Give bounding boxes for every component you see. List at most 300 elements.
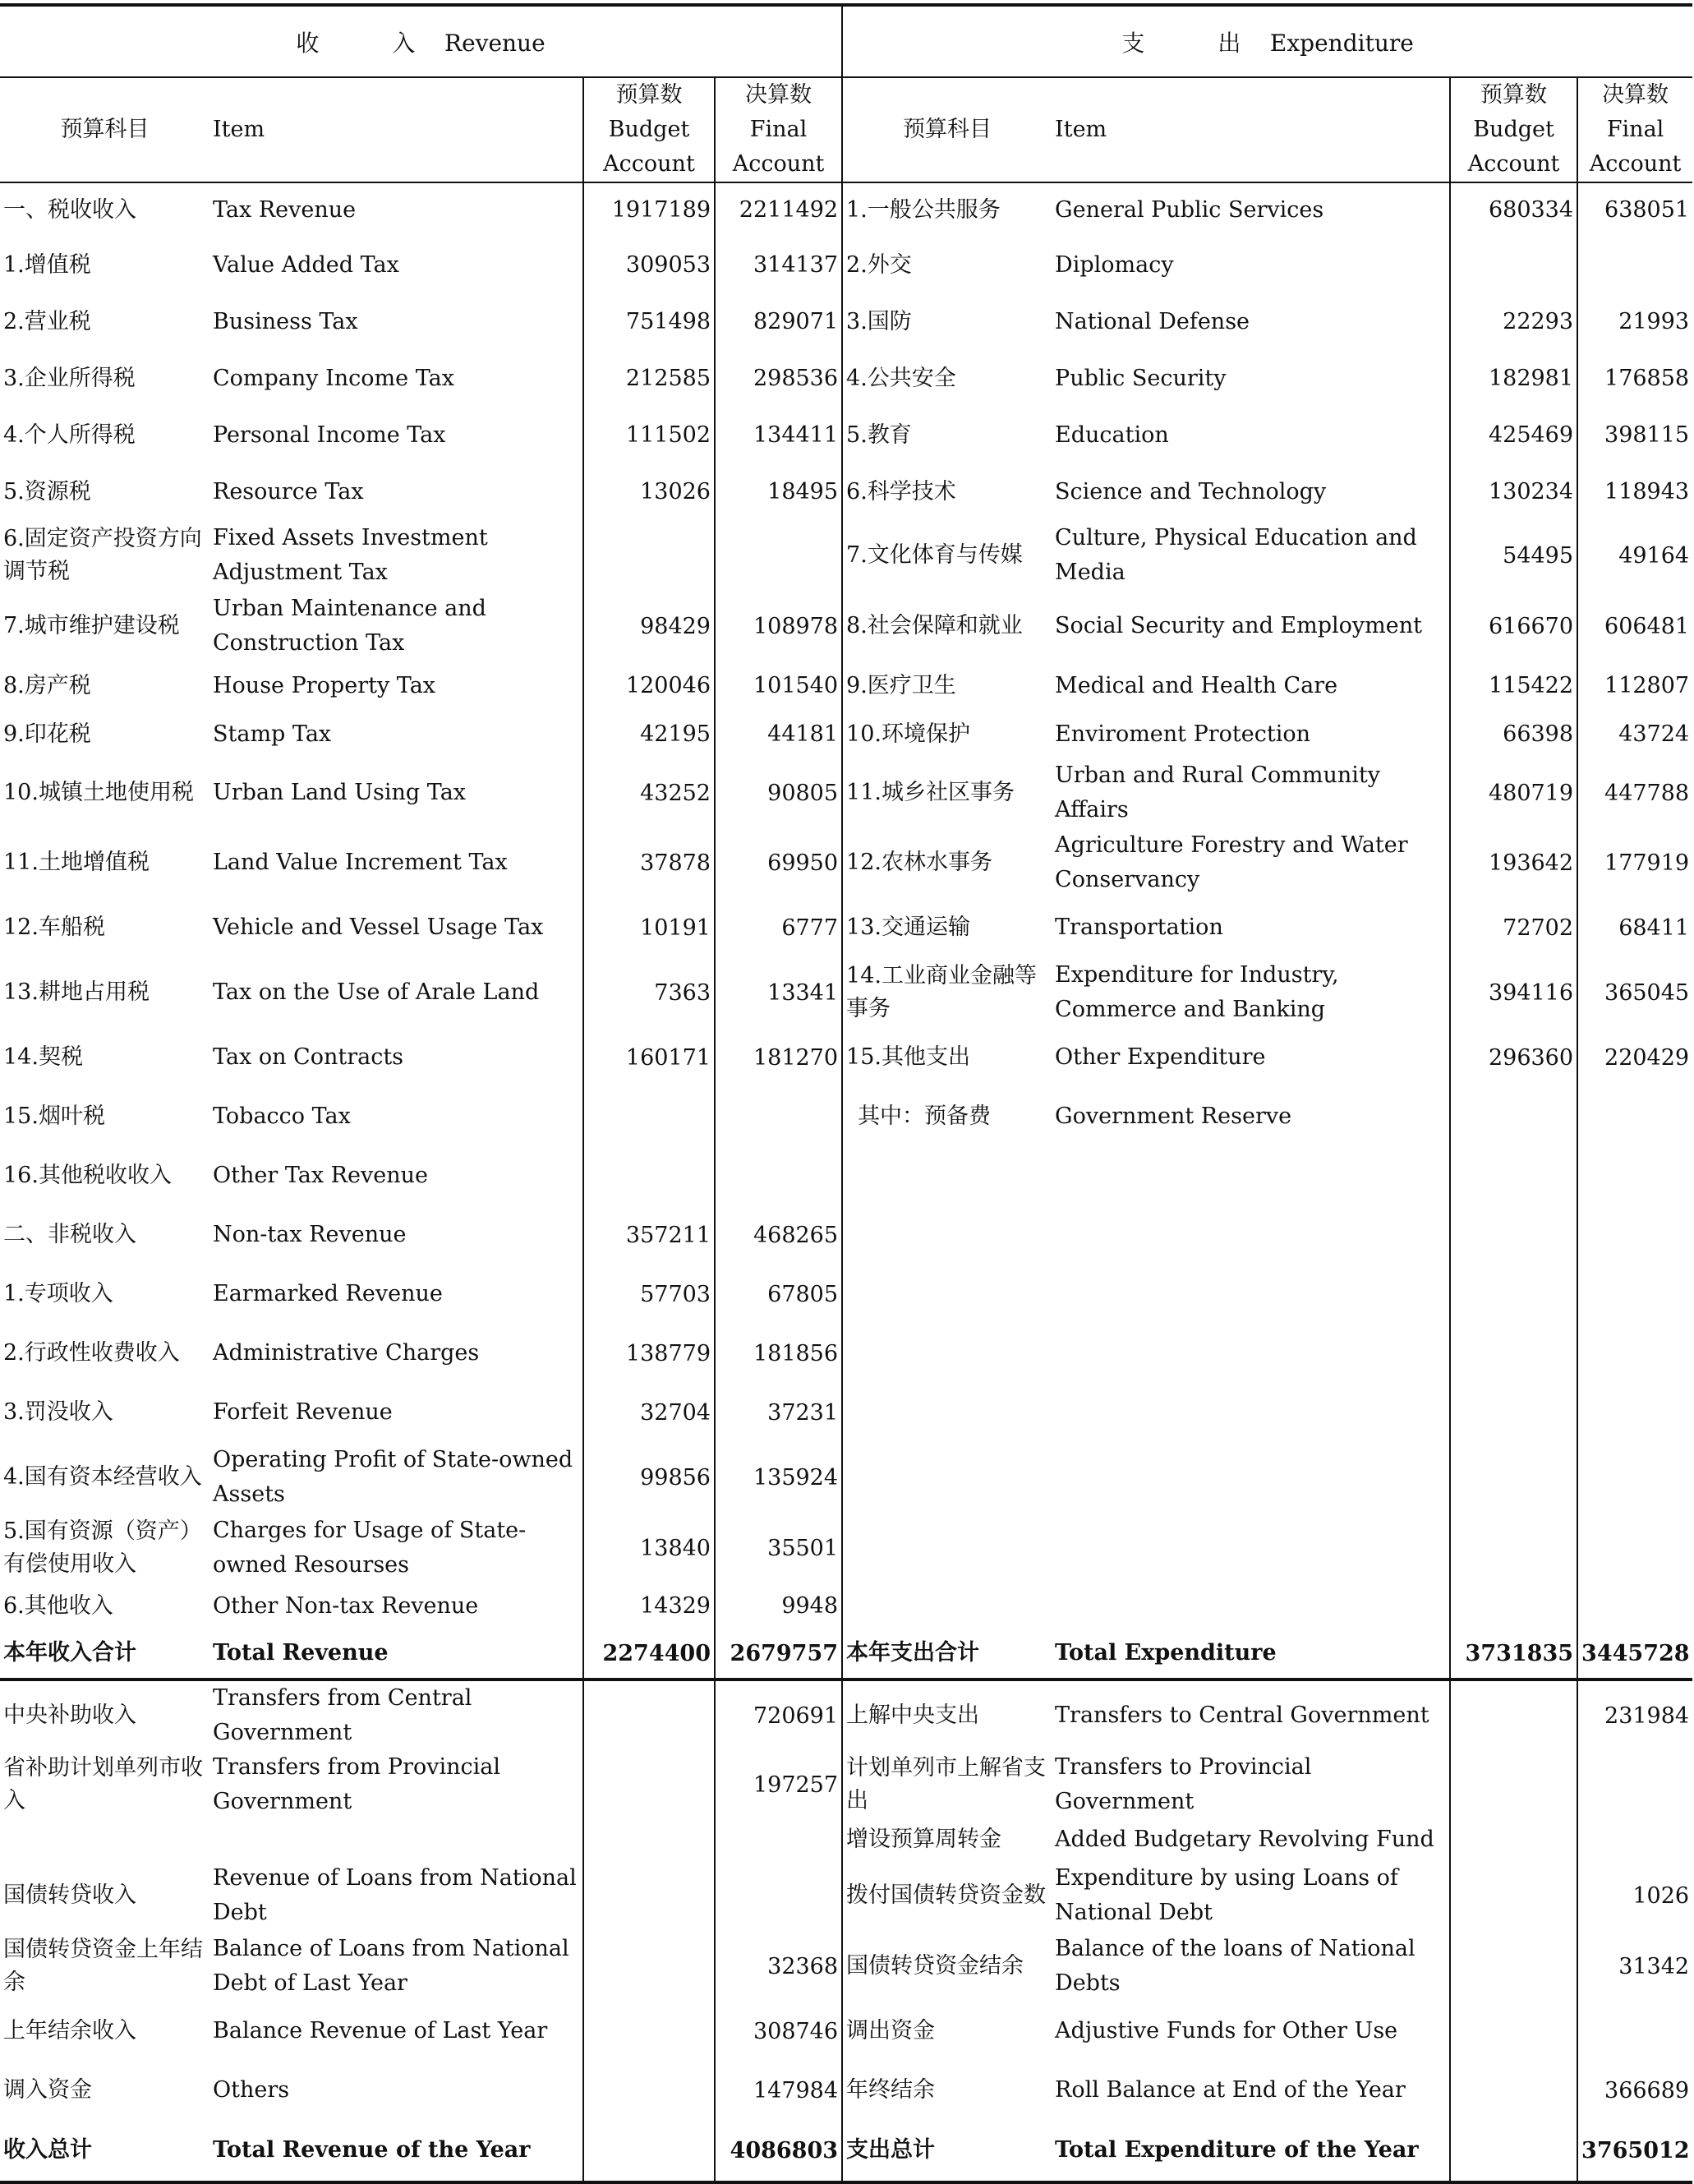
expenditure-item-cell: Roll Balance at End of the Year xyxy=(1055,2077,1406,2103)
revenue-final-cell: 298536 xyxy=(715,350,842,407)
revenue-subject-cell: 本年收入合计 xyxy=(0,1629,209,1679)
revenue-item-cell: Transfers from Provincial Government xyxy=(213,1754,501,1814)
expenditure-subject-cell: 本年支出合计 xyxy=(842,1629,1052,1679)
revenue-final-cell xyxy=(715,1860,842,1931)
expenditure-final-cell: 31342 xyxy=(1577,1931,1692,2002)
revenue-budget-cell: 751498 xyxy=(583,293,715,350)
expenditure-final-cell xyxy=(1577,1513,1692,1583)
expenditure-subject-cell: 计划单列市上解省支出 xyxy=(842,1750,1052,1819)
table-row xyxy=(0,237,1692,293)
revenue-final-cell: 108978 xyxy=(715,591,842,661)
expenditure-final-cell: 21993 xyxy=(1577,293,1692,350)
expenditure-budget-cell xyxy=(1450,1205,1577,1265)
revenue-final-cell: 101540 xyxy=(715,661,842,710)
expenditure-subject-cell xyxy=(842,1583,1052,1629)
expenditure-final-header: 决算数 Final Account xyxy=(1577,77,1692,182)
expenditure-item-cell xyxy=(1052,1513,1450,1583)
expenditure-item-cell: Government Reserve xyxy=(1055,1104,1292,1129)
revenue-subject-cell: 7.城市维护建设税 xyxy=(3,613,180,638)
revenue-final-cell: 314137 xyxy=(715,237,842,293)
expenditure-item-cell xyxy=(1052,1383,1450,1442)
revenue-subject-cell: 6.其他收入 xyxy=(3,1592,113,1619)
table-row xyxy=(0,350,1692,407)
expenditure-item-cell: Total Expenditure of the Year xyxy=(1052,2120,1450,2182)
expenditure-final-cell: 398115 xyxy=(1577,407,1692,463)
revenue-budget-cell: 14329 xyxy=(583,1583,715,1629)
table-row xyxy=(0,1087,1692,1146)
revenue-subject-cell: 5.国有资源（资产）有偿使用收入 xyxy=(3,1518,202,1577)
revenue-budget-cell: 42195 xyxy=(583,710,715,758)
expenditure-subject-cell: 4.公共安全 xyxy=(842,350,1052,407)
expenditure-budget-cell: 296360 xyxy=(1450,1028,1577,1087)
expenditure-subject-cell: 5.教育 xyxy=(842,407,1052,463)
revenue-final-cell: 2211492 xyxy=(715,182,842,237)
expenditure-subject-cell xyxy=(842,1265,1052,1324)
expenditure-budget-cell: 22293 xyxy=(1450,293,1577,350)
expenditure-budget-cell: 115422 xyxy=(1450,661,1577,710)
table-row xyxy=(0,1819,1692,1860)
expenditure-budget-cell xyxy=(1450,1146,1577,1205)
expenditure-budget-cell: 193642 xyxy=(1450,827,1577,898)
revenue-subject-cell: 1.增值税 xyxy=(3,251,91,278)
expenditure-subject-cell: 9.医疗卫生 xyxy=(842,661,1052,710)
expenditure-budget-cell xyxy=(1450,1087,1577,1146)
expenditure-item-cell xyxy=(1052,1583,1450,1629)
expenditure-final-cell xyxy=(1577,1750,1692,1819)
revenue-final-cell: 67805 xyxy=(715,1265,842,1324)
revenue-budget-cell xyxy=(583,1931,715,2002)
revenue-subject-cell: 4.个人所得税 xyxy=(3,422,136,448)
revenue-item-cell: Revenue of Loans from National Debt xyxy=(213,1865,577,1925)
revenue-item-cell: Resource Tax xyxy=(213,478,364,505)
table-row xyxy=(0,957,1692,1028)
revenue-final-cell: 32368 xyxy=(715,1931,842,2002)
expenditure-budget-cell: 394116 xyxy=(1450,957,1577,1028)
expenditure-item-cell: Science and Technology xyxy=(1055,478,1327,505)
revenue-budget-cell xyxy=(583,2120,715,2182)
expenditure-item-cell xyxy=(1052,1324,1450,1383)
revenue-item-cell: Personal Income Tax xyxy=(213,422,446,448)
expenditure-subject-cell: 12.农林水事务 xyxy=(842,827,1052,898)
expenditure-final-cell: 118943 xyxy=(1577,463,1692,520)
revenue-final-header: 决算数 Final Account xyxy=(715,77,842,182)
revenue-item-cell: Urban Land Using Tax xyxy=(213,780,467,805)
expenditure-subject-cell: 7.文化体育与传媒 xyxy=(842,520,1052,591)
revenue-subject-cell: 国债转贷资金上年结余 xyxy=(3,1937,203,1995)
table-row xyxy=(0,758,1692,827)
revenue-final-cell: 9948 xyxy=(715,1583,842,1629)
revenue-item-cell: Vehicle and Vessel Usage Tax xyxy=(213,915,544,940)
table-row xyxy=(0,1583,1692,1629)
revenue-subject-cell: 14.契税 xyxy=(3,1044,83,1070)
revenue-final-cell: 135924 xyxy=(715,1442,842,1513)
expenditure-item-cell: Diplomacy xyxy=(1055,251,1174,278)
table-row xyxy=(0,293,1692,350)
expenditure-budget-cell xyxy=(1450,1931,1577,2002)
revenue-final-cell: 90805 xyxy=(715,758,842,827)
expenditure-final-cell xyxy=(1577,1265,1692,1324)
revenue-subject-header: 预算科目 xyxy=(0,77,209,182)
table-row xyxy=(0,1265,1692,1324)
expenditure-item-cell: Public Security xyxy=(1055,365,1227,391)
revenue-subject-cell: 13.耕地占用税 xyxy=(3,979,150,1005)
revenue-final-cell xyxy=(715,1146,842,1205)
table-row xyxy=(0,1205,1692,1265)
revenue-budget-cell: 309053 xyxy=(583,237,715,293)
revenue-final-cell: 134411 xyxy=(715,407,842,463)
expenditure-final-cell xyxy=(1577,2002,1692,2061)
expenditure-budget-cell xyxy=(1450,1442,1577,1513)
revenue-item-cell: Land Value Increment Tax xyxy=(213,850,508,875)
expenditure-budget-cell xyxy=(1450,1679,1577,1750)
revenue-subject-cell: 8.房产税 xyxy=(3,672,91,698)
revenue-final-cell: 720691 xyxy=(715,1679,842,1750)
table-row xyxy=(0,520,1692,591)
revenue-item-cell: Urban Maintenance and Construction Tax xyxy=(213,596,486,656)
table-row xyxy=(0,1629,1692,1679)
revenue-subject-cell: 省补助计划单列市收入 xyxy=(3,1755,203,1813)
revenue-subject-cell: 2.行政性收费收入 xyxy=(3,1340,180,1366)
expenditure-budget-cell: 680334 xyxy=(1450,182,1577,237)
expenditure-item-cell xyxy=(1052,1442,1450,1513)
revenue-final-cell: 35501 xyxy=(715,1513,842,1583)
revenue-budget-cell xyxy=(583,2002,715,2061)
revenue-budget-cell: 1917189 xyxy=(583,182,715,237)
expenditure-subject-cell: 3.国防 xyxy=(842,293,1052,350)
revenue-item-cell: Fixed Assets Investment Adjustment Tax xyxy=(213,525,488,585)
revenue-budget-cell: 43252 xyxy=(583,758,715,827)
expenditure-final-cell: 1026 xyxy=(1577,1860,1692,1931)
expenditure-item-cell: Education xyxy=(1055,422,1169,448)
expenditure-item-cell: Added Budgetary Revolving Fund xyxy=(1055,1827,1434,1852)
revenue-budget-cell: 2274400 xyxy=(583,1629,715,1679)
revenue-subject-cell: 中央补助收入 xyxy=(3,1703,136,1728)
expenditure-item-cell: Enviroment Protection xyxy=(1055,721,1311,747)
expenditure-final-cell xyxy=(1577,1324,1692,1383)
expenditure-subject-cell: 2.外交 xyxy=(842,237,1052,293)
budget-table xyxy=(0,3,1692,2184)
expenditure-subject-cell: 10.环境保护 xyxy=(842,710,1052,758)
revenue-budget-cell: 111502 xyxy=(583,407,715,463)
section-header-row xyxy=(0,5,1692,77)
revenue-item-cell: Non-tax Revenue xyxy=(213,1222,407,1247)
table-row xyxy=(0,182,1692,237)
revenue-item-cell: Value Added Tax xyxy=(213,251,399,278)
expenditure-item-cell: Transfers to Provincial Government xyxy=(1055,1754,1312,1814)
revenue-item-cell: Tobacco Tax xyxy=(213,1104,351,1129)
revenue-final-cell: 308746 xyxy=(715,2002,842,2061)
revenue-subject-cell: 16.其他税收收入 xyxy=(3,1163,172,1188)
revenue-subject-cell: 11.土地增值税 xyxy=(3,850,150,875)
revenue-final-cell: 69950 xyxy=(715,827,842,898)
expenditure-budget-cell: 130234 xyxy=(1450,463,1577,520)
revenue-subject-cell: 9.印花税 xyxy=(3,721,91,747)
expenditure-final-cell: 3445728 xyxy=(1577,1629,1692,1679)
revenue-subject-cell: 收入总计 xyxy=(0,2120,209,2182)
expenditure-final-cell: 606481 xyxy=(1577,591,1692,661)
expenditure-subject-cell xyxy=(842,1205,1052,1265)
revenue-budget-cell: 98429 xyxy=(583,591,715,661)
expenditure-item-cell: Transportation xyxy=(1055,915,1223,940)
revenue-budget-cell: 32704 xyxy=(583,1383,715,1442)
expenditure-item-cell xyxy=(1052,1146,1450,1205)
revenue-item-cell: Operating Profit of State-owned Assets xyxy=(213,1447,573,1507)
expenditure-final-cell xyxy=(1577,1087,1692,1146)
revenue-subject-cell: 3.罚没收入 xyxy=(3,1399,113,1425)
expenditure-final-cell: 365045 xyxy=(1577,957,1692,1028)
revenue-subject-cell: 3.企业所得税 xyxy=(3,365,136,391)
revenue-item-cell: Business Tax xyxy=(213,308,358,334)
expenditure-item-cell: Culture, Physical Education and Media xyxy=(1055,525,1417,585)
revenue-item-cell: Total Revenue xyxy=(209,1629,583,1679)
revenue-budget-header: 预算数 Budget Account xyxy=(583,77,715,182)
expenditure-budget-cell xyxy=(1450,2002,1577,2061)
expenditure-item-cell: Balance of the loans of National Debts xyxy=(1055,1936,1416,1996)
table-row xyxy=(0,1028,1692,1087)
expenditure-section-title: 支 出 Expenditure xyxy=(842,5,1692,77)
table-row xyxy=(0,407,1692,463)
revenue-final-cell: 13341 xyxy=(715,957,842,1028)
expenditure-final-cell: 231984 xyxy=(1577,1679,1692,1750)
expenditure-subject-cell xyxy=(842,1442,1052,1513)
expenditure-item-cell: Adjustive Funds for Other Use xyxy=(1055,2018,1398,2043)
expenditure-subject-cell: 上解中央支出 xyxy=(842,1679,1052,1750)
revenue-subject-cell: 国债转贷收入 xyxy=(3,1882,136,1908)
revenue-budget-cell: 13840 xyxy=(583,1513,715,1583)
expenditure-budget-cell xyxy=(1450,1383,1577,1442)
revenue-item-header: Item xyxy=(209,77,583,182)
expenditure-budget-header: 预算数 Budget Account xyxy=(1450,77,1577,182)
expenditure-subject-cell: 8.社会保障和就业 xyxy=(842,591,1052,661)
expenditure-final-cell: 176858 xyxy=(1577,350,1692,407)
revenue-budget-cell xyxy=(583,1819,715,1860)
expenditure-subject-cell: 11.城乡社区事务 xyxy=(842,758,1052,827)
revenue-item-cell: House Property Tax xyxy=(213,672,436,698)
revenue-item-cell: Total Revenue of the Year xyxy=(209,2120,583,2182)
expenditure-budget-cell: 66398 xyxy=(1450,710,1577,758)
expenditure-item-cell: Urban and Rural Community Affairs xyxy=(1055,763,1380,822)
table-row xyxy=(0,2002,1692,2061)
table-row xyxy=(0,898,1692,957)
expenditure-item-cell: Expenditure by using Loans of National Debt xyxy=(1055,1865,1398,1925)
revenue-subject-cell: 5.资源税 xyxy=(3,478,91,505)
expenditure-subject-cell: 其中：预备费 xyxy=(842,1087,1052,1146)
revenue-budget-cell: 37878 xyxy=(583,827,715,898)
expenditure-final-cell: 447788 xyxy=(1577,758,1692,827)
expenditure-subject-cell: 调出资金 xyxy=(842,2002,1052,2061)
expenditure-final-cell xyxy=(1577,1583,1692,1629)
table-row xyxy=(0,1860,1692,1931)
revenue-section-title: 收 入 Revenue xyxy=(0,5,842,77)
table-row xyxy=(0,1679,1692,1750)
table-row xyxy=(0,2120,1692,2182)
expenditure-budget-cell xyxy=(1450,1819,1577,1860)
expenditure-budget-cell xyxy=(1450,1860,1577,1931)
expenditure-final-cell: 638051 xyxy=(1577,182,1692,237)
expenditure-budget-cell xyxy=(1450,2061,1577,2120)
table-row xyxy=(0,2061,1692,2120)
revenue-subject-cell: 12.车船税 xyxy=(3,915,105,940)
revenue-item-cell: Tax on Contracts xyxy=(213,1044,404,1070)
expenditure-final-cell: 177919 xyxy=(1577,827,1692,898)
expenditure-subject-cell: 支出总计 xyxy=(842,2120,1052,2182)
expenditure-final-cell xyxy=(1577,1442,1692,1513)
table-row xyxy=(0,1324,1692,1383)
table-row xyxy=(0,1750,1692,1819)
expenditure-final-cell xyxy=(1577,237,1692,293)
revenue-budget-cell: 357211 xyxy=(583,1205,715,1265)
revenue-budget-cell: 212585 xyxy=(583,350,715,407)
expenditure-final-cell: 220429 xyxy=(1577,1028,1692,1087)
revenue-subject-cell: 15.烟叶税 xyxy=(3,1104,105,1129)
revenue-subject-cell: 上年结余收入 xyxy=(3,2018,136,2043)
expenditure-item-cell: Medical and Health Care xyxy=(1055,672,1338,698)
revenue-final-cell xyxy=(715,1819,842,1860)
expenditure-subject-cell: 13.交通运输 xyxy=(842,898,1052,957)
expenditure-item-cell: Expenditure for Industry, Commerce and Banking xyxy=(1055,962,1339,1022)
expenditure-budget-cell: 182981 xyxy=(1450,350,1577,407)
revenue-item-cell: Others xyxy=(213,2077,290,2103)
expenditure-item-cell: Total Expenditure xyxy=(1052,1629,1450,1679)
expenditure-final-cell xyxy=(1577,1205,1692,1265)
expenditure-budget-cell: 72702 xyxy=(1450,898,1577,957)
revenue-final-cell: 181856 xyxy=(715,1324,842,1383)
revenue-item-cell: Stamp Tax xyxy=(213,721,332,747)
revenue-final-cell: 44181 xyxy=(715,710,842,758)
revenue-budget-cell xyxy=(583,1679,715,1750)
expenditure-budget-cell: 480719 xyxy=(1450,758,1577,827)
expenditure-budget-cell: 425469 xyxy=(1450,407,1577,463)
revenue-budget-cell: 120046 xyxy=(583,661,715,710)
expenditure-subject-cell: 15.其他支出 xyxy=(842,1028,1052,1087)
revenue-item-cell: Earmarked Revenue xyxy=(213,1281,443,1306)
revenue-item-cell: Charges for Usage of State-owned Resourses xyxy=(213,1518,527,1578)
revenue-budget-cell xyxy=(583,1860,715,1931)
expenditure-budget-cell: 616670 xyxy=(1450,591,1577,661)
revenue-item-cell: Other Tax Revenue xyxy=(213,1163,428,1188)
revenue-final-cell: 181270 xyxy=(715,1028,842,1087)
expenditure-item-cell: Social Security and Employment xyxy=(1055,613,1422,638)
expenditure-final-cell xyxy=(1577,1819,1692,1860)
revenue-item-cell: Balance of Loans from National Debt of Last Year xyxy=(213,1936,569,1996)
expenditure-subject-cell xyxy=(842,1383,1052,1442)
expenditure-subject-cell: 6.科学技术 xyxy=(842,463,1052,520)
expenditure-final-cell: 43724 xyxy=(1577,710,1692,758)
expenditure-subject-cell: 年终结余 xyxy=(842,2061,1052,2120)
revenue-budget-cell xyxy=(583,1087,715,1146)
expenditure-final-cell: 3765012 xyxy=(1577,2120,1692,2182)
expenditure-budget-cell xyxy=(1450,237,1577,293)
table-row xyxy=(0,710,1692,758)
table-row xyxy=(0,591,1692,661)
revenue-final-cell xyxy=(715,520,842,591)
revenue-budget-cell: 10191 xyxy=(583,898,715,957)
table-row xyxy=(0,1931,1692,2002)
table-row xyxy=(0,1146,1692,1205)
revenue-subject-cell: 10.城镇土地使用税 xyxy=(3,780,194,805)
expenditure-budget-cell: 3731835 xyxy=(1450,1629,1577,1679)
expenditure-budget-cell xyxy=(1450,1583,1577,1629)
table-row xyxy=(0,463,1692,520)
revenue-item-cell: Balance Revenue of Last Year xyxy=(213,2018,548,2043)
column-header-row xyxy=(0,77,1692,182)
table-row xyxy=(0,661,1692,710)
revenue-item-cell: Company Income Tax xyxy=(213,365,454,391)
expenditure-item-cell: General Public Services xyxy=(1055,196,1324,223)
expenditure-item-header: Item xyxy=(1052,77,1450,182)
expenditure-item-cell: Other Expenditure xyxy=(1055,1044,1266,1070)
revenue-item-cell: Forfeit Revenue xyxy=(213,1399,393,1425)
expenditure-subject-cell xyxy=(842,1324,1052,1383)
revenue-subject-cell: 调入资金 xyxy=(3,2077,92,2103)
revenue-final-cell: 197257 xyxy=(715,1750,842,1819)
revenue-final-cell: 829071 xyxy=(715,293,842,350)
revenue-item-cell: Administrative Charges xyxy=(213,1340,480,1366)
revenue-final-cell: 147984 xyxy=(715,2061,842,2120)
expenditure-subject-cell: 1.一般公共服务 xyxy=(842,182,1052,237)
revenue-subject-cell: 二、非税收入 xyxy=(3,1222,136,1247)
expenditure-item-cell xyxy=(1052,1205,1450,1265)
expenditure-subject-cell xyxy=(842,1146,1052,1205)
expenditure-budget-cell xyxy=(1450,1513,1577,1583)
revenue-item-cell: Other Non-tax Revenue xyxy=(213,1592,479,1619)
revenue-item-cell xyxy=(209,1819,583,1860)
expenditure-subject-cell xyxy=(842,1513,1052,1583)
revenue-budget-cell: 57703 xyxy=(583,1265,715,1324)
revenue-subject-cell: 1.专项收入 xyxy=(3,1281,113,1306)
revenue-subject-cell: 一、税收收入 xyxy=(3,196,136,223)
expenditure-item-cell: Agriculture Forestry and Water Conservancy xyxy=(1055,832,1408,892)
revenue-final-cell: 4086803 xyxy=(715,2120,842,2182)
revenue-budget-cell: 99856 xyxy=(583,1442,715,1513)
expenditure-budget-cell: 54495 xyxy=(1450,520,1577,591)
expenditure-item-cell: Transfers to Central Government xyxy=(1055,1703,1429,1728)
revenue-final-cell: 6777 xyxy=(715,898,842,957)
table-row xyxy=(0,827,1692,898)
expenditure-budget-cell xyxy=(1450,1750,1577,1819)
expenditure-final-cell: 366689 xyxy=(1577,2061,1692,2120)
expenditure-subject-cell: 国债转贷资金结余 xyxy=(842,1931,1052,2002)
revenue-budget-cell: 7363 xyxy=(583,957,715,1028)
expenditure-subject-header: 预算科目 xyxy=(842,77,1052,182)
table-row xyxy=(0,1383,1692,1442)
revenue-final-cell: 37231 xyxy=(715,1383,842,1442)
expenditure-subject-cell: 14.工业商业金融等事务 xyxy=(842,957,1052,1028)
revenue-budget-cell xyxy=(583,1750,715,1819)
expenditure-final-cell xyxy=(1577,1146,1692,1205)
revenue-budget-cell: 160171 xyxy=(583,1028,715,1087)
expenditure-final-cell: 68411 xyxy=(1577,898,1692,957)
revenue-final-cell: 18495 xyxy=(715,463,842,520)
table-row xyxy=(0,1442,1692,1513)
expenditure-subject-cell: 增设预算周转金 xyxy=(842,1819,1052,1860)
expenditure-item-cell: National Defense xyxy=(1055,308,1250,334)
expenditure-budget-cell xyxy=(1450,1265,1577,1324)
revenue-budget-cell xyxy=(583,2061,715,2120)
revenue-subject-cell: 6.固定资产投资方向调节税 xyxy=(3,526,202,584)
revenue-subject-cell xyxy=(0,1819,209,1860)
revenue-budget-cell xyxy=(583,520,715,591)
expenditure-item-cell xyxy=(1052,1265,1450,1324)
expenditure-budget-cell xyxy=(1450,2120,1577,2182)
expenditure-final-cell xyxy=(1577,1383,1692,1442)
revenue-final-cell xyxy=(715,1087,842,1146)
revenue-budget-cell: 138779 xyxy=(583,1324,715,1383)
expenditure-final-cell: 112807 xyxy=(1577,661,1692,710)
expenditure-final-cell: 49164 xyxy=(1577,520,1692,591)
revenue-budget-cell xyxy=(583,1146,715,1205)
revenue-subject-cell: 4.国有资本经营收入 xyxy=(3,1464,202,1490)
